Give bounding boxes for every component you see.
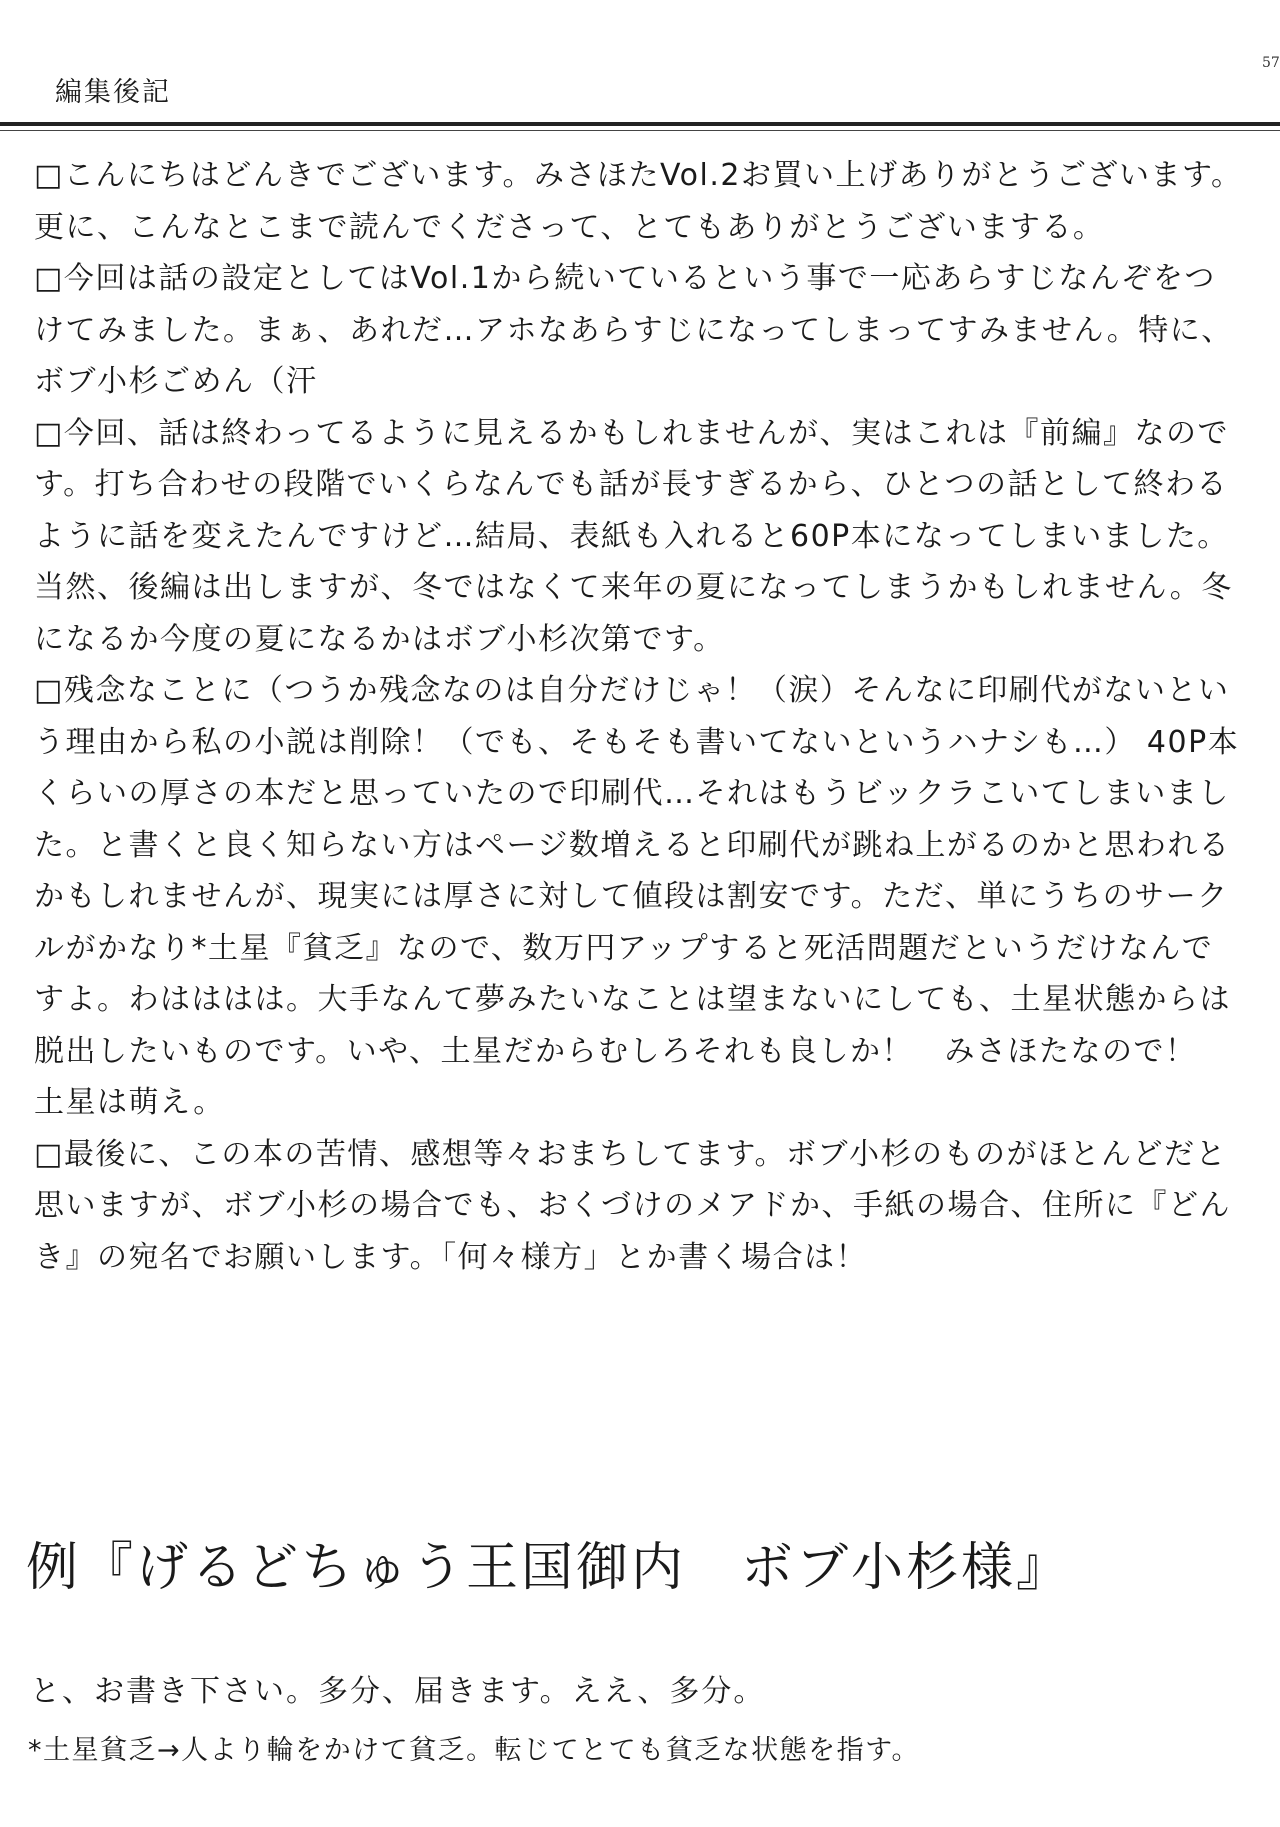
footnote: *土星貧乏→人より輪をかけて貧乏。転じてとても貧乏な状態を指す。 bbox=[28, 1735, 920, 1766]
paragraph-contact: □最後に、この本の苦情、感想等々おまちしてます。ボブ小杉のものがほとんどだと思いますが、ボブ小杉の場合でも、おくづけのメアドか、手紙の場合、住所に『どんき』の宛名でお願いします。「何々様方」とか書く場合は！ bbox=[34, 1136, 1231, 1275]
header-rule-thick bbox=[0, 122, 1280, 126]
paragraph-printing-cost: □残念なことに（つうか残念なのは自分だけじゃ！（涙）そんなに印刷代がないという理由から私の小説は削除！（でも、そもそも書いてないというハナシも…） 40P本くらいの厚さの本だと思っていたので印刷代…それはもうビックラこいてしまいました。と書くと良く知らない方はページ数増えると印刷代が跳ね上がるのかと思われるかもしれませんが、現実には厚さに対して値段は割安です。ただ、単にうちのサークルがかなり*土星『貧乏』なので、数万円アップすると死活問題だというだけなんですよ。わはははは。大手なんて夢みたいなことは望まないにしても、土星状態からは脱出したいものです。いや、土星だからむしろそれも良しか！ みさほたなので！ bbox=[34, 673, 1240, 1069]
paragraph-greeting: □こんにちはどんきでございます。みさほたVol.2お買い上げありがとうございます。更に、こんなとこまで読んでくださって、とてもありがとうございまする。 bbox=[34, 158, 1243, 245]
address-example: 例『げるどちゅう王国御内 ボブ小杉様』 bbox=[26, 1538, 1072, 1598]
paragraph-synopsis: □今回は話の設定としてはVol.1から続いているという事で一応あらすじなんぞをつけてみました。まぁ、あれだ…アホなあらすじになってしまってすみません。特に、ボブ小杉ごめん（汗 bbox=[34, 261, 1233, 399]
page-number: 57 bbox=[1262, 55, 1280, 71]
paragraph-first-part: □今回、話は終わってるように見えるかもしれませんが、実はこれは『前編』なのです。打ち合わせの段階でいくらなんでも話が長すぎるから、ひとつの話として終わるように話を変えたんですけど…結局、表紙も入れると60P本になってしまいました。当然、後編は出しますが、冬ではなくて来年の夏になってしまうかもしれません。冬になるか今度の夏になるかはボブ小杉次第です。 bbox=[34, 415, 1233, 657]
paragraph-saturn: 土星は萌え。 bbox=[34, 1085, 225, 1120]
section-title: 編集後記 bbox=[55, 77, 171, 108]
header-rule-thin bbox=[0, 130, 1280, 131]
closing-line: と、お書き下さい。多分、届きます。ええ、多分。 bbox=[30, 1674, 766, 1709]
afterword-body bbox=[34, 150, 1244, 1283]
